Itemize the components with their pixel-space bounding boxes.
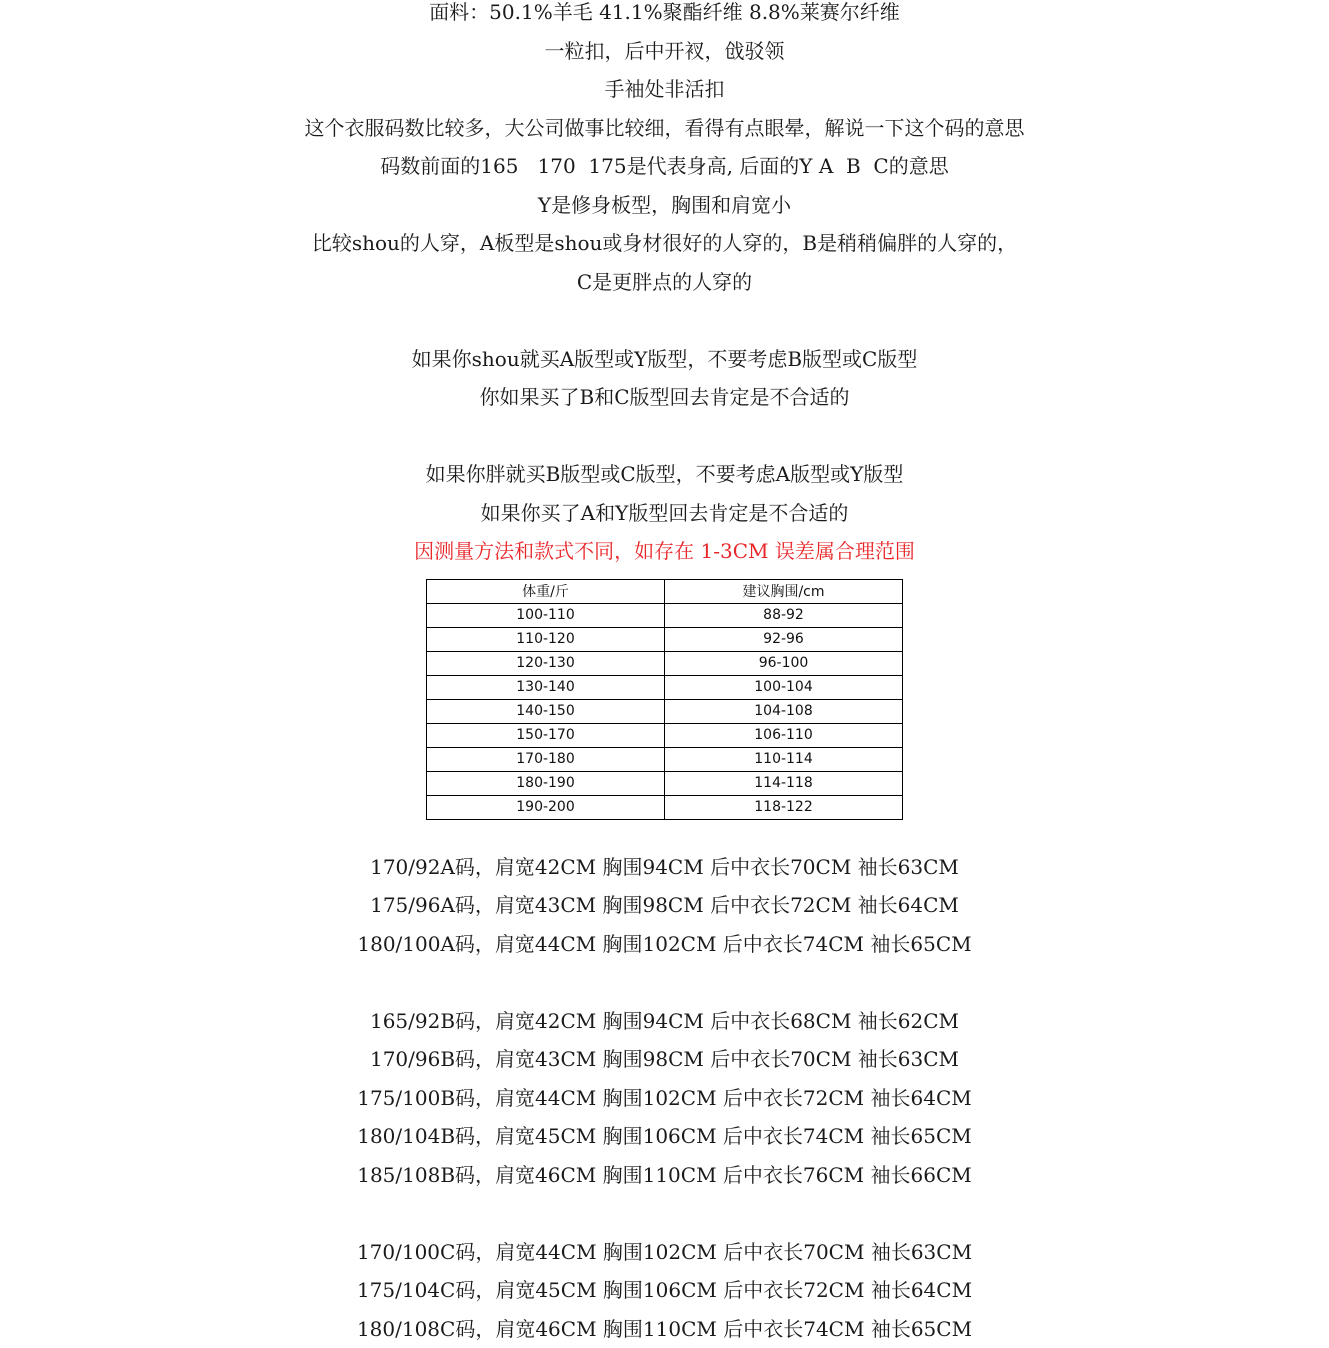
y-fit-line: Y是修身板型，胸围和肩宽小: [0, 186, 1329, 225]
size-meaning-line: 码数前面的165 170 175是代表身高, 后面的Y A B C的意思: [0, 147, 1329, 186]
table-row: [427, 795, 903, 819]
table-row: [427, 699, 903, 723]
fat-advice-line: 如果你胖就买B版型或C版型，不要考虑A版型或Y版型: [0, 455, 1329, 494]
weight-chest-table: [426, 579, 903, 820]
spacer: [0, 1194, 1329, 1233]
weight-cell: 100-110: [427, 603, 665, 627]
size-spec-a: 175/96A码，肩宽43CM 胸围98CM 后中衣长72CM 袖长64CM: [0, 886, 1329, 925]
table-row: [427, 603, 903, 627]
thin-advice-line: 如果你shou就买A版型或Y版型，不要考虑B版型或C版型: [0, 340, 1329, 379]
fat-warning-line: 如果你买了A和Y版型回去肯定是不合适的: [0, 494, 1329, 533]
chest-cell: 106-110: [665, 723, 903, 747]
size-intro-line: 这个衣服码数比较多，大公司做事比较细，看得有点眼晕，解说一下这个码的意思: [0, 109, 1329, 148]
chest-cell: 104-108: [665, 699, 903, 723]
size-spec-b: 185/108B码，肩宽46CM 胸围110CM 后中衣长76CM 袖长66CM: [0, 1156, 1329, 1195]
spacer: [0, 301, 1329, 340]
spacer: [0, 417, 1329, 456]
weight-cell: 150-170: [427, 723, 665, 747]
sleeve-button-line: 手袖处非活扣: [0, 70, 1329, 109]
chest-cell: 114-118: [665, 771, 903, 795]
weight-cell: 180-190: [427, 771, 665, 795]
spacer: [0, 963, 1329, 1002]
weight-cell: 110-120: [427, 627, 665, 651]
fabric-line: 面料：50.1%羊毛 41.1%聚酯纤维 8.8%莱赛尔纤维: [0, 0, 1329, 32]
size-spec-b: 175/100B码，肩宽44CM 胸围102CM 后中衣长72CM 袖长64CM: [0, 1079, 1329, 1118]
table-row: [427, 651, 903, 675]
header-weight: 体重/斤: [427, 579, 665, 603]
table-row: [427, 771, 903, 795]
table-row: [427, 675, 903, 699]
weight-cell: 130-140: [427, 675, 665, 699]
table-row: [427, 747, 903, 771]
size-spec-c: 175/104C码，肩宽45CM 胸围106CM 后中衣长72CM 袖长64CM: [0, 1271, 1329, 1310]
c-fit-line: C是更胖点的人穿的: [0, 263, 1329, 302]
button-collar-line: 一粒扣，后中开衩，戗驳领: [0, 32, 1329, 71]
chest-cell: 110-114: [665, 747, 903, 771]
table-row: [427, 723, 903, 747]
thin-warning-line: 你如果买了B和C版型回去肯定是不合适的: [0, 378, 1329, 417]
table-row: [427, 627, 903, 651]
a-b-fit-line: 比较shou的人穿，A板型是shou或身材很好的人穿的，B是稍稍偏胖的人穿的，: [0, 224, 1329, 263]
chest-cell: 88-92: [665, 603, 903, 627]
measurement-error-notice: 因测量方法和款式不同，如存在 1-3CM 误差属合理范围: [0, 532, 1329, 571]
weight-cell: 120-130: [427, 651, 665, 675]
header-chest: 建议胸围/cm: [665, 579, 903, 603]
chest-cell: 100-104: [665, 675, 903, 699]
size-spec-a: 170/92A码，肩宽42CM 胸围94CM 后中衣长70CM 袖长63CM: [0, 848, 1329, 887]
size-spec-b: 170/96B码，肩宽43CM 胸围98CM 后中衣长70CM 袖长63CM: [0, 1040, 1329, 1079]
size-spec-c: 180/108C码，肩宽46CM 胸围110CM 后中衣长74CM 袖长65CM: [0, 1310, 1329, 1348]
chest-cell: 118-122: [665, 795, 903, 819]
size-spec-c: 170/100C码，肩宽44CM 胸围102CM 后中衣长70CM 袖长63CM: [0, 1233, 1329, 1272]
chest-cell: 96-100: [665, 651, 903, 675]
weight-cell: 170-180: [427, 747, 665, 771]
table-header-row: [427, 579, 903, 603]
chest-cell: 92-96: [665, 627, 903, 651]
size-spec-b: 180/104B码，肩宽45CM 胸围106CM 后中衣长74CM 袖长65CM: [0, 1117, 1329, 1156]
weight-cell: 140-150: [427, 699, 665, 723]
size-table-wrapper: [0, 579, 1329, 820]
size-spec-a: 180/100A码，肩宽44CM 胸围102CM 后中衣长74CM 袖长65CM: [0, 925, 1329, 964]
size-spec-b: 165/92B码，肩宽42CM 胸围94CM 后中衣长68CM 袖长62CM: [0, 1002, 1329, 1041]
weight-cell: 190-200: [427, 795, 665, 819]
